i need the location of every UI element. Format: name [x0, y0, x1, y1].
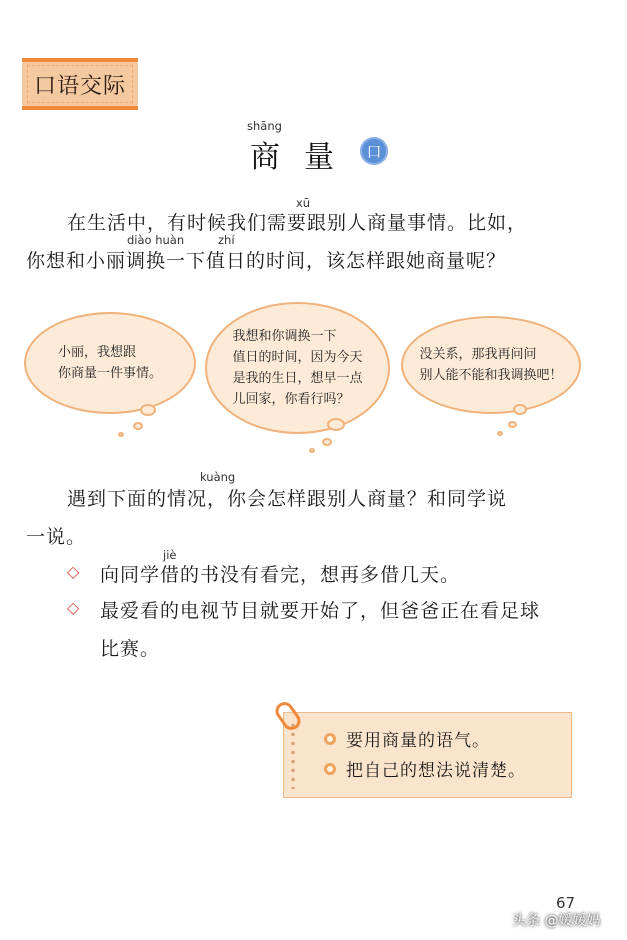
bubble-tail-dot	[118, 432, 124, 437]
bubble-tail-dot	[497, 431, 503, 436]
tips-card	[283, 712, 572, 798]
speech-bubble-middle-text: 我想和你调换一下 值日的时间，因为今天 是我的生日，想早一点 儿回家，你看行吗？	[232, 329, 363, 407]
pinyin-zhi: zhí	[218, 233, 235, 247]
tip-item-1: 要用商量的语气。	[346, 731, 490, 751]
speech-bubble-right-text: 没关系，那我再问问 别人能不能和我调换吧！	[419, 347, 563, 383]
intro-line-2: 你想和小丽调换一下值日的时间，该怎样跟她商量呢？	[26, 250, 507, 272]
task-line-2: 一说。	[26, 526, 87, 548]
card-holes-decoration	[290, 721, 296, 789]
task-line-1: 遇到下面的情况，你会怎样跟别人商量？和同学说	[67, 488, 508, 510]
tip-item-2: 把自己的想法说清楚。	[346, 761, 526, 781]
task-item-1: 向同学借的书没有看完，想再多借几天。	[100, 564, 461, 586]
ring-bullet-icon	[324, 733, 336, 745]
speech-bubble-middle	[205, 302, 390, 434]
pinyin-jie: jiè	[163, 548, 177, 562]
bubble-tail-dot	[322, 438, 332, 446]
diamond-bullet-icon: ◇	[67, 562, 80, 581]
bubble-tail-dot	[513, 404, 527, 415]
pinyin-kuang: kuàng	[200, 470, 236, 484]
bubble-tail-dot	[133, 422, 143, 430]
page-title: 商量	[250, 140, 358, 175]
speech-bubble-right	[401, 316, 581, 414]
task-item-2: 最爱看的电视节目就要开始了，但爸爸正在看足球	[100, 600, 541, 622]
page-number: 67	[556, 894, 576, 912]
section-tag-label: 口语交际	[33, 73, 126, 99]
speech-bubble-left-text: 小丽，我想跟 你商量一件事情。	[57, 345, 162, 381]
speech-bubble-left	[24, 312, 196, 414]
pinyin-xu: xū	[296, 196, 311, 210]
lesson-badge-icon: 口	[360, 137, 388, 165]
pinyin-diaohuan: diào huàn	[127, 233, 185, 247]
bubble-tail-dot	[140, 404, 156, 416]
watermark: 头条 @媛媛妈	[512, 913, 601, 929]
section-tag	[22, 58, 138, 110]
bubble-tail-dot	[327, 418, 345, 431]
title-pinyin: shāng	[247, 119, 282, 133]
ring-bullet-icon	[324, 763, 336, 775]
intro-line-1: 在生活中，有时候我们需要跟别人商量事情。比如，	[67, 212, 528, 234]
task-item-2-continued: 比赛。	[100, 638, 161, 660]
diamond-bullet-icon: ◇	[67, 598, 80, 617]
bubble-tail-dot	[508, 421, 517, 428]
bubble-tail-dot	[309, 448, 315, 453]
